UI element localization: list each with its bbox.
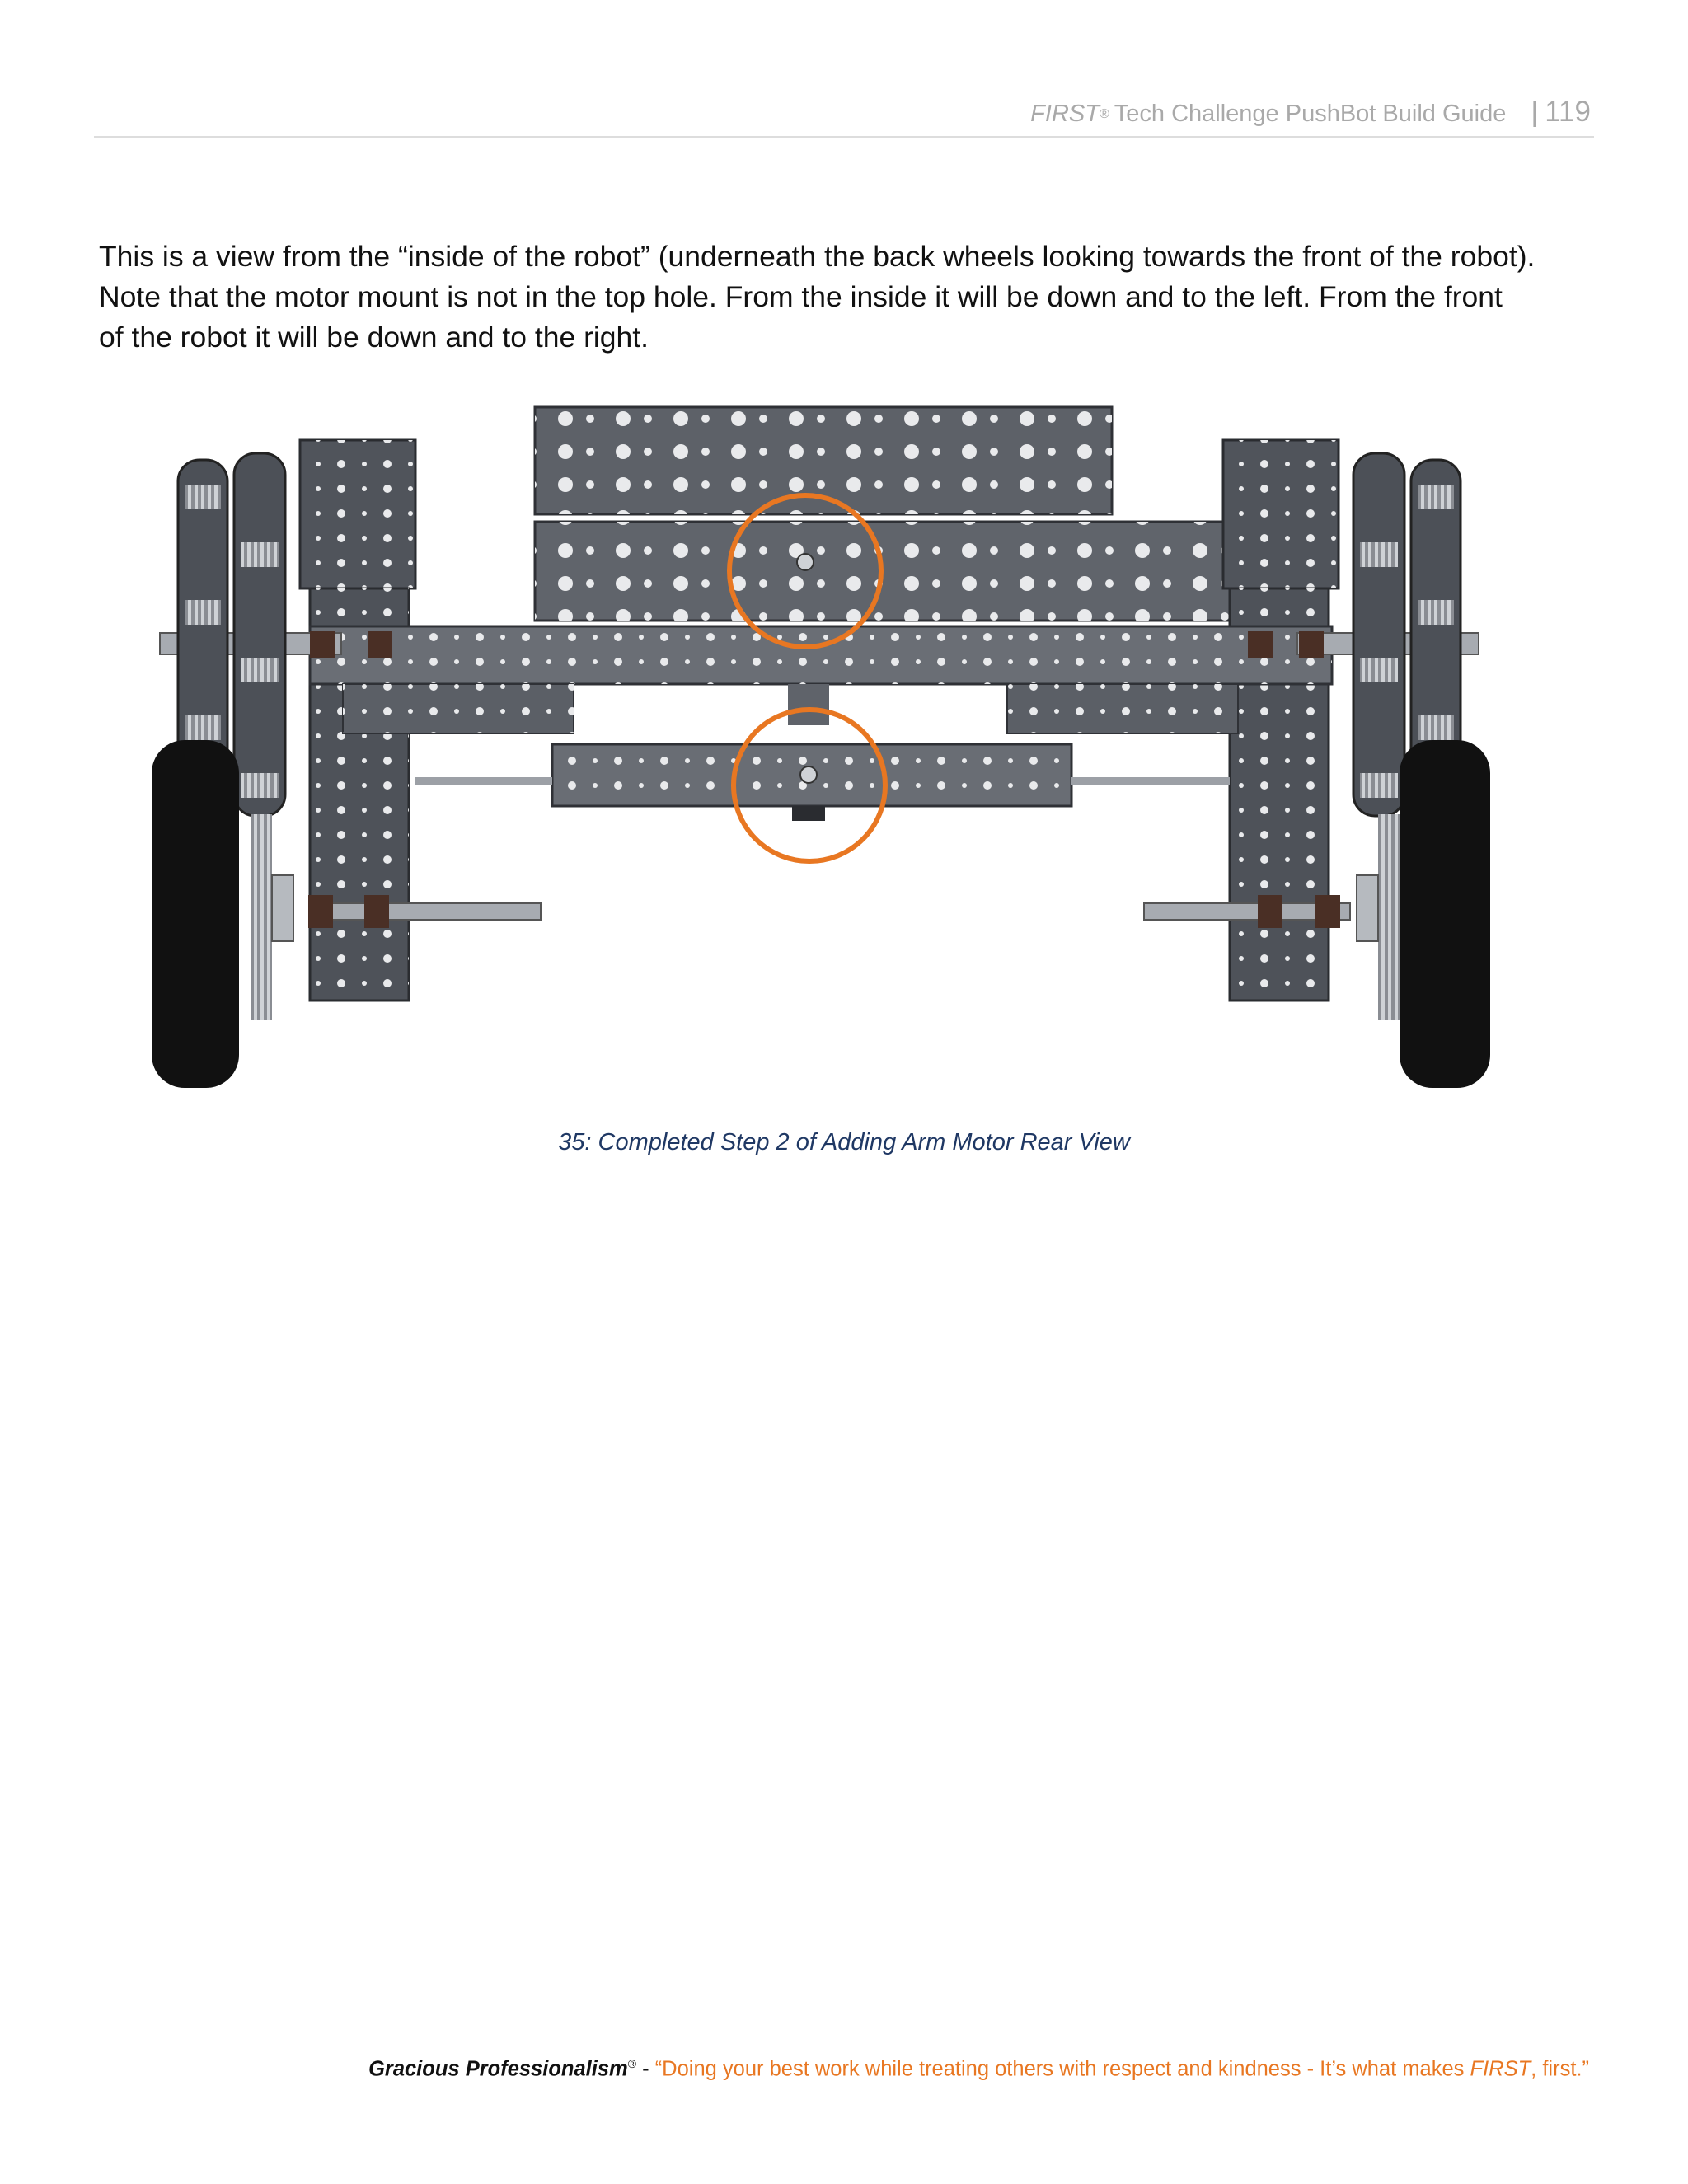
body-line: of the robot it will be down and to the right. (99, 321, 649, 354)
main-cross-channel (310, 626, 1332, 733)
page-number: 119 (1545, 96, 1591, 128)
header-title: Tech Challenge PushBot Build Guide (1114, 101, 1507, 127)
footer-quote-end: , first.” (1531, 2057, 1589, 2081)
footer-registered-mark: ® (627, 2057, 637, 2070)
header-first-brand: FIRST (1030, 101, 1100, 127)
footer-quote-start: “Doing your best work while treating others with respect and kindness - It’s what makes (654, 2057, 1470, 2081)
figure-caption: 35: Completed Step 2 of Adding Arm Motor Rear View (558, 1129, 1130, 1155)
top-channel (535, 407, 1326, 621)
page-header (1030, 96, 1591, 129)
header-divider (94, 136, 1594, 138)
body-line: This is a view from the “inside of the robot” (underneath the back wheels looking towards the front of the robot). (99, 240, 1536, 273)
body-line: Note that the motor mount is not in the top hole. From the inside it will be down and to the left. From the front (99, 280, 1503, 313)
robot-illustration (145, 402, 1530, 1094)
footer-dash: - (636, 2057, 655, 2081)
header-separator: | (1531, 96, 1539, 128)
page-footer (368, 2057, 1589, 2082)
footer-gracious-professionalism: Gracious Professionalism (368, 2057, 628, 2081)
header-registered-mark: ® (1099, 107, 1109, 121)
footer-quote-first: FIRST (1470, 2057, 1531, 2081)
body-paragraph (99, 237, 1607, 358)
robot-rear-view-figure (145, 402, 1530, 1094)
lower-motor-channel (415, 744, 1230, 821)
